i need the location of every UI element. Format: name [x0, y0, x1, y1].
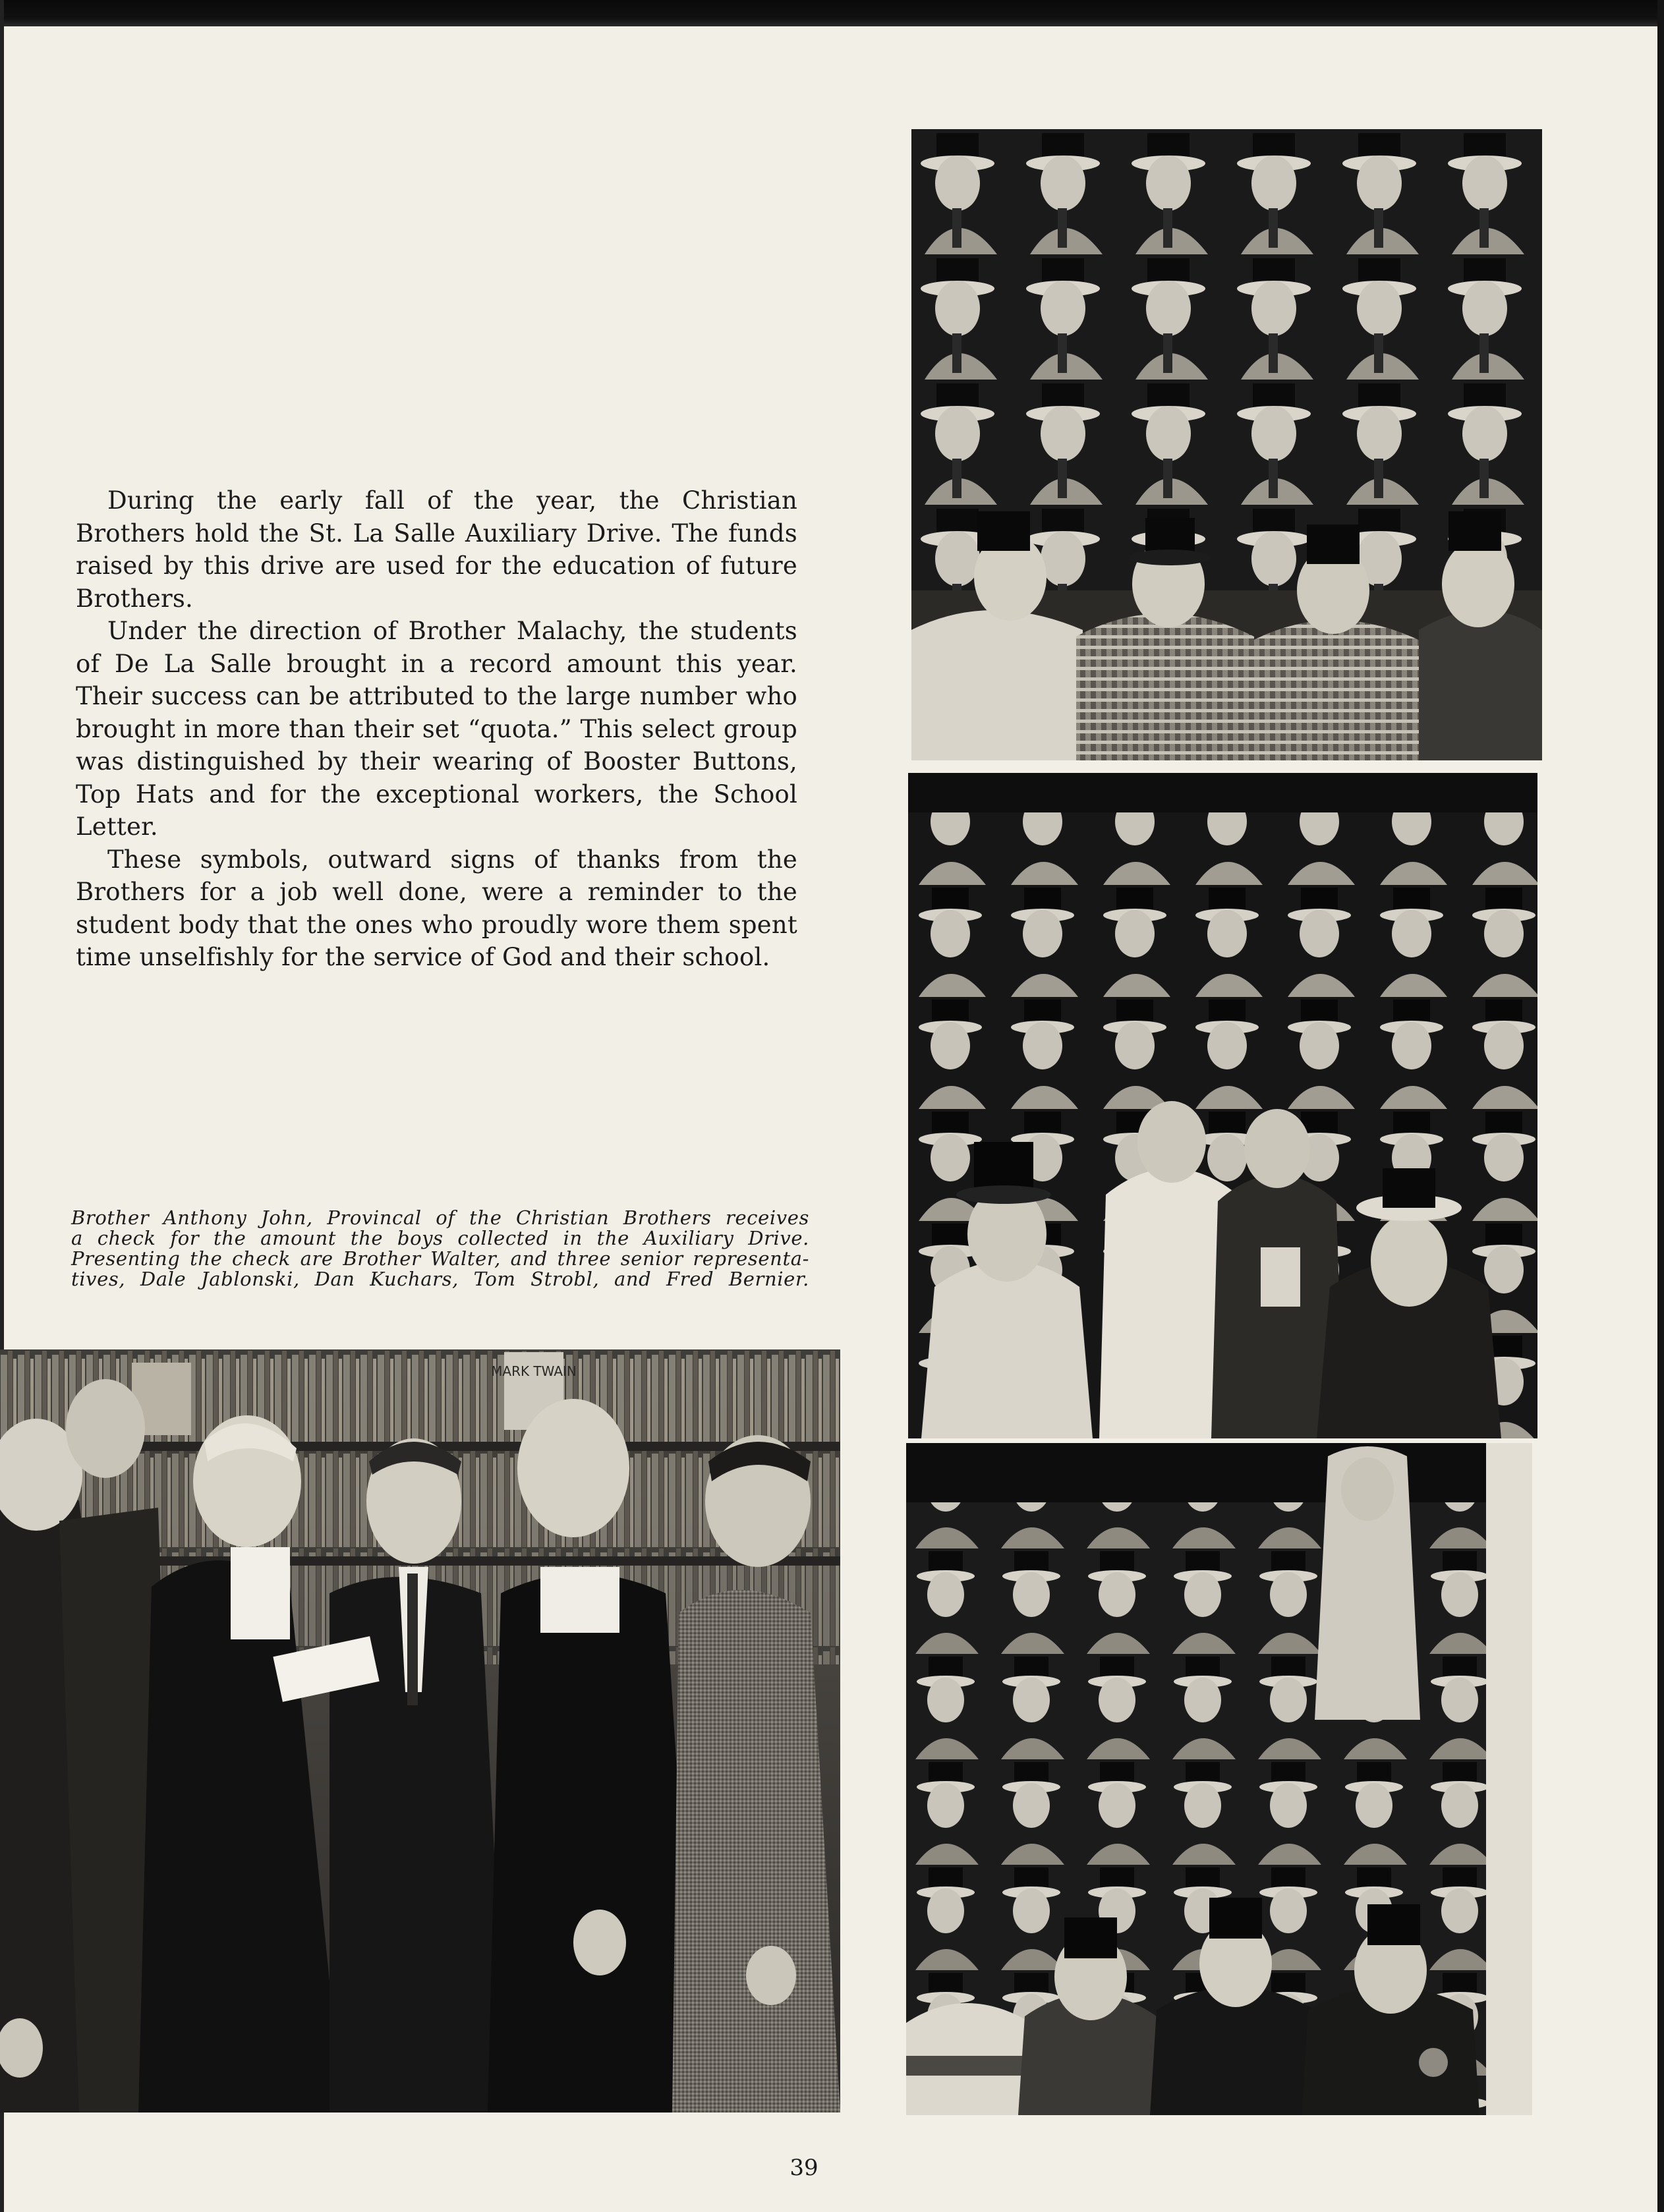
photo-caption	[71, 1208, 809, 1290]
page-number: 39	[789, 2155, 818, 2181]
caption-line-1: Brother Anthony John, Provincal of the Christian Brothers receives	[71, 1206, 809, 1229]
caption-line-2: a check for the amount the boys collected in the Auxiliary Drive.	[71, 1227, 809, 1249]
caption-line-4: tives, Dale Jablonski, Dan Kuchars, Tom Strobl, and Fred Bernier.	[71, 1268, 809, 1290]
caption-line-3: Presenting the check are Brother Walter, and three senior representa-	[71, 1247, 809, 1270]
photo-check-presentation	[0, 1349, 840, 2113]
paragraph-2: Under the direction of Brother Malachy, the students of De La Salle brought in a record amount this year. Their success can be attributed to the large number who brought in more than their set “quota.” This select group was distinguished by their wearing of Booster Buttons, Top Hats and for the exceptional workers, the School Letter.	[76, 617, 797, 841]
photo-students-top-hats-1	[911, 129, 1542, 760]
photo-students-top-hats-3	[906, 1443, 1532, 2115]
scan-border-right	[1657, 0, 1664, 2212]
scan-border-top	[0, 0, 1664, 26]
photo-students-top-hats-3-image	[906, 1443, 1532, 2115]
book-title-label: MARK TWAIN	[491, 1363, 577, 1379]
photo-students-top-hats-2	[908, 773, 1537, 1438]
photo-check-presentation-image	[0, 1349, 840, 2113]
photo-students-top-hats-1-image	[911, 129, 1542, 760]
photo-students-top-hats-2-image	[908, 773, 1537, 1438]
paragraph-3: These symbols, outward signs of thanks from the Brothers for a job well done, were a reminder to the student body that the ones who proudly wore them spent time unselfishly for the service of God and their school.	[76, 845, 797, 971]
article-body	[76, 484, 797, 974]
paragraph-1: During the early fall of the year, the Christian Brothers hold the St. La Salle Auxiliary Drive. The funds raised by this drive are used for the education of future Brothers.	[76, 486, 797, 613]
